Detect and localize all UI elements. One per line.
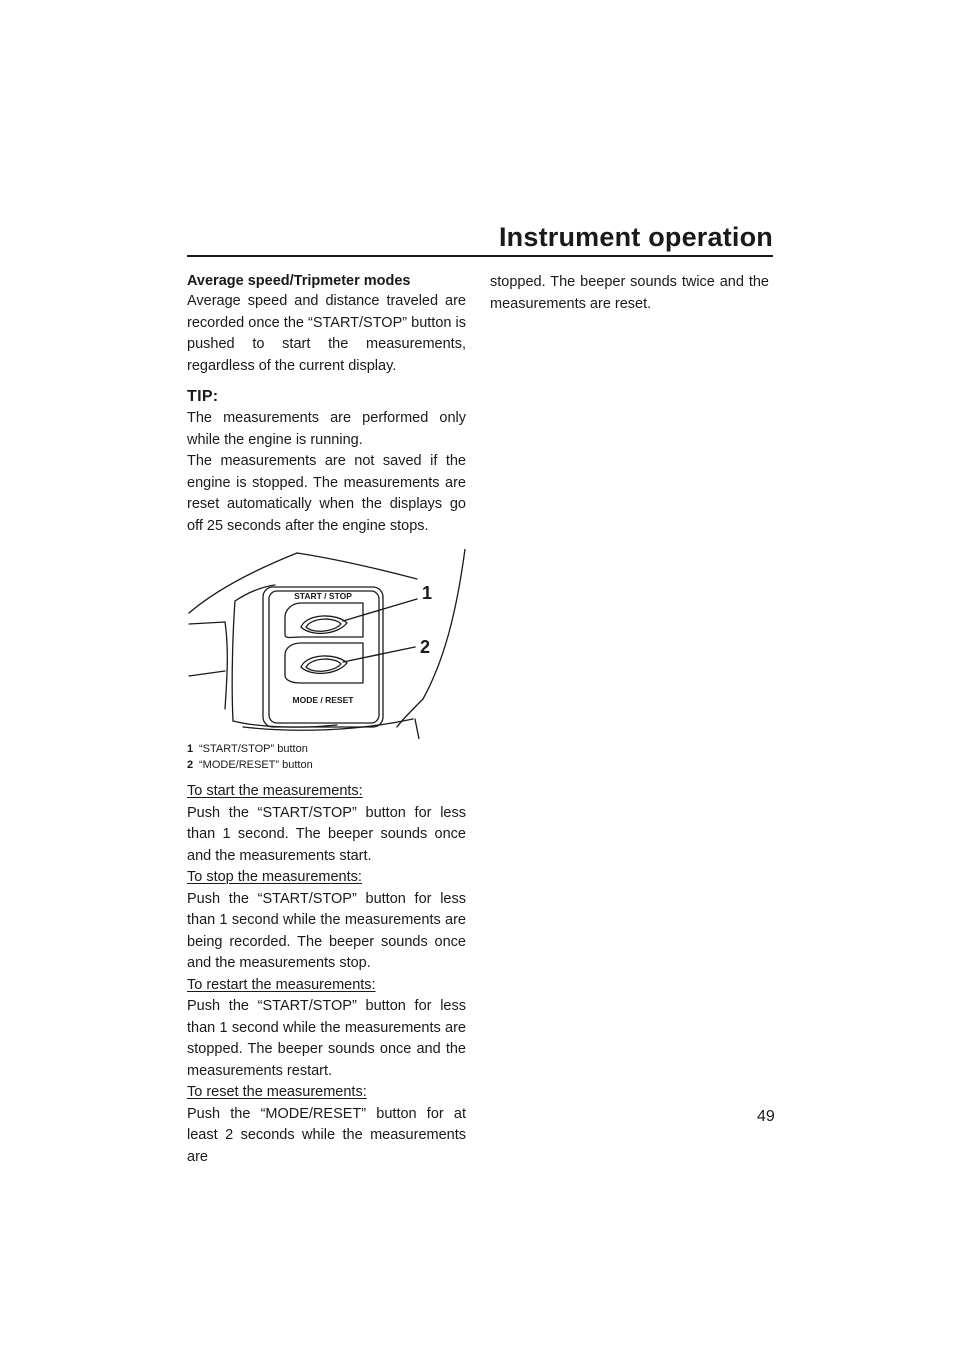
page-title: Instrument operation bbox=[498, 222, 773, 252]
caption-item bbox=[187, 757, 466, 773]
caption-item bbox=[187, 741, 466, 757]
left-column bbox=[187, 272, 466, 1168]
continuation-paragraph: stopped. The beeper sounds twice and the measurements are reset. bbox=[490, 274, 769, 312]
tip-paragraph: The measurements are not saved if the engine is stopped. The measurements are reset automatically when the displays go off 25 seconds after the engine stops. bbox=[187, 453, 466, 534]
figure-captions bbox=[187, 741, 466, 773]
procedure-list bbox=[187, 781, 466, 1168]
header-rule bbox=[187, 255, 773, 257]
procedure-title: To start the measurements: bbox=[187, 783, 363, 799]
procedure-body: Push the “START/STOP” button for less than 1 second while the measurements are stopped. The beeper sounds once and the measurements restart. bbox=[187, 998, 466, 1079]
callout-number: 1 bbox=[422, 583, 433, 603]
tip-box bbox=[187, 386, 466, 537]
hull-line bbox=[189, 622, 225, 624]
intro-paragraph: Average speed and distance traveled are recorded once the “START/STOP” button is pushed to start the measurements, regardless of the current display. bbox=[187, 293, 466, 374]
caption-text: “START/STOP” button bbox=[199, 743, 308, 755]
control-panel-illustration bbox=[187, 549, 466, 739]
hull-curve bbox=[189, 553, 297, 613]
page-number: 49 bbox=[757, 1108, 775, 1125]
procedure-body: Push the “START/STOP” button for less than 1 second. The beeper sounds once and the measurements start. bbox=[187, 804, 466, 864]
tip-paragraph: The measurements are performed only while the engine is running. bbox=[187, 410, 466, 448]
procedure-title: To reset the measurements: bbox=[187, 1084, 367, 1100]
caption-number: 2 bbox=[187, 759, 194, 771]
caption-text: “MODE/RESET” button bbox=[199, 759, 313, 771]
section-heading: Average speed/Tripmeter modes bbox=[187, 273, 411, 289]
right-column bbox=[490, 272, 769, 315]
procedure-body: Push the “START/STOP” button for less than 1 second while the measurements are being recorded. The beeper sounds once and the measurements stop. bbox=[187, 890, 466, 971]
caption-number: 1 bbox=[187, 743, 194, 755]
mode-reset-label: MODE / RESET bbox=[292, 695, 354, 705]
procedure-body: Push the “MODE/RESET” button for at least 2 seconds while the measurements are bbox=[187, 1105, 466, 1165]
start-stop-label: START / STOP bbox=[294, 591, 352, 601]
callout-leader bbox=[343, 599, 417, 621]
procedure-title: To restart the measurements: bbox=[187, 976, 376, 993]
control-panel-drawing bbox=[187, 549, 466, 739]
tip-heading: TIP: bbox=[187, 388, 219, 405]
procedure-title: To stop the measurements: bbox=[187, 869, 362, 885]
callout-number: 2 bbox=[420, 637, 431, 657]
